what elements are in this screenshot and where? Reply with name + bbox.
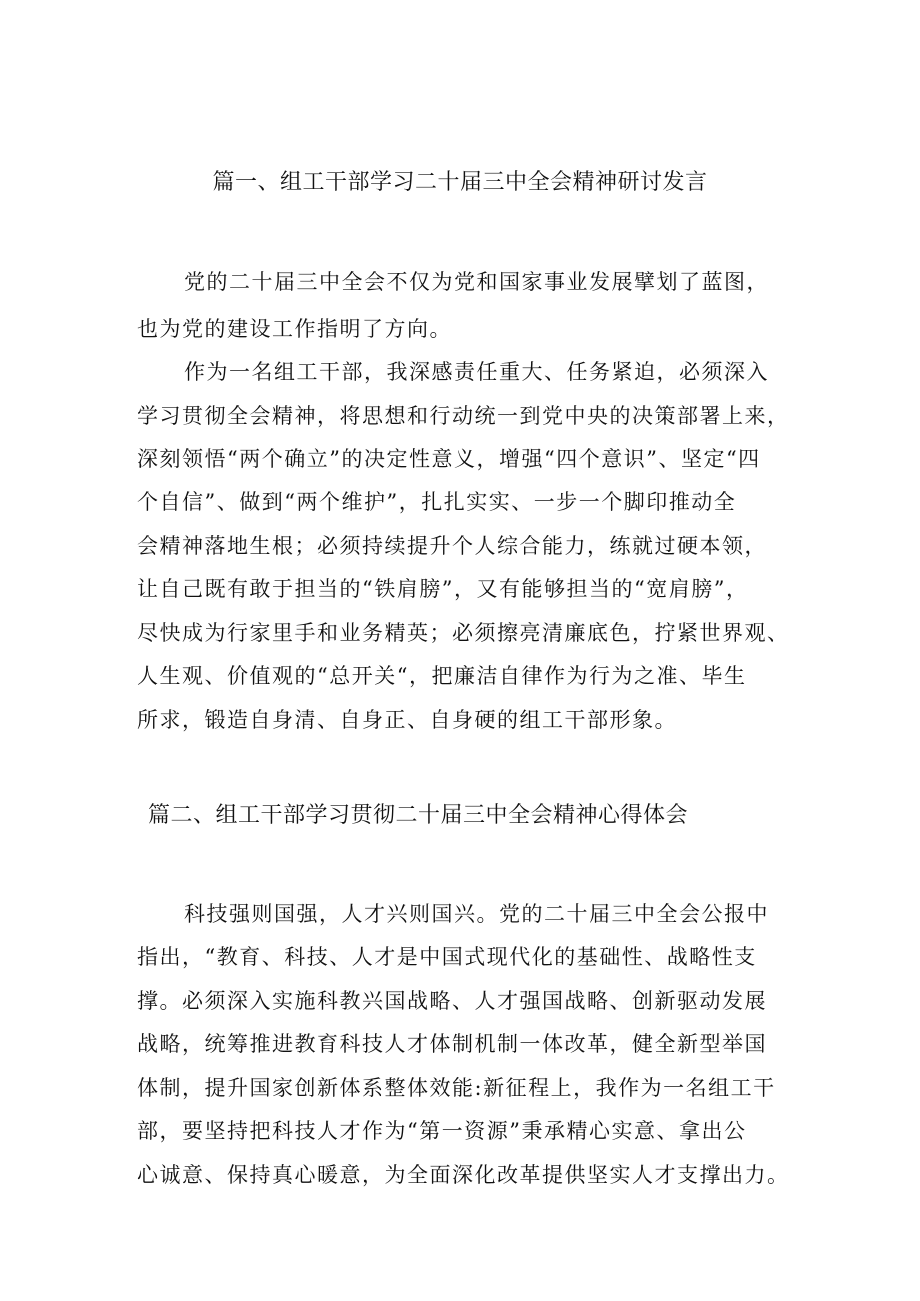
section-2-line-6: 部，要坚持把科技人才作为“第一资源”秉承精心实意、拿出公 — [137, 1119, 747, 1143]
section-1-line-8: 让自己既有敢于担当的“铁肩膀”，又有能够担当的“宽肩膀”， — [137, 577, 749, 601]
section-1-line-3: 作为一名组工干部，我深感责任重大、任务紧迫，必须深入 — [184, 360, 769, 384]
section-2-line-1: 科技强则国强，人才兴则国兴。党的二十届三中全会公报中 — [184, 902, 769, 926]
section-2-heading: 篇二、组工干部学习贯彻二十届三中全会精神心得体会 — [148, 803, 689, 828]
section-1-line-2: 也为党的建设工作指明了方向。 — [137, 317, 452, 341]
section-2-line-2: 指出，“教育、科技、人才是中国式现代化的基础性、战略性支 — [137, 945, 757, 969]
section-1-line-11: 所求，锻造自身清、自身正、自身硬的组工干部形象。 — [137, 708, 677, 732]
section-2-line-5: 体制，提升国家创新体系整体效能:新征程上，我作为一名组工干 — [137, 1076, 776, 1100]
section-1-line-4: 学习贯彻全会精神，将思想和行动统一到党中央的决策部署上来， — [137, 404, 790, 428]
section-2-line-7: 心诚意、保持真心暖意，为全面深化改革提供坚实人才支撑出力。 — [137, 1163, 790, 1187]
section-1-line-1: 党的二十届三中全会不仅为党和国家事业发展擘划了蓝图， — [184, 270, 769, 294]
section-1-line-10: 人生观、价值观的“总开关“，把廉洁自律作为行为之准、毕生 — [137, 664, 747, 688]
section-2-line-3: 撑。必须深入实施科教兴国战略、人才强国战略、创新驱动发展 — [137, 989, 767, 1013]
section-2-line-4: 战略，统筹推进教育科技人才体制机制一体改革，健全新型举国 — [137, 1032, 767, 1056]
section-1-line-9: 尽快成为行家里手和业务精英；必须擦亮清廉底色，拧紧世界观、 — [137, 621, 790, 645]
section-1-line-5: 深刻领悟“两个确立”的决定性意义，增强“四个意识”、坚定“四 — [137, 447, 761, 471]
section-1-heading: 篇一、组工干部学习二十届三中全会精神研讨发言 — [212, 170, 708, 195]
section-1-line-6: 个自信”、做到“两个维护”，扎扎实实、一步一个脚印推动全 — [137, 490, 737, 514]
section-1-line-7: 会精神落地生根；必须持续提升个人综合能力，练就过硬本领， — [137, 534, 767, 558]
